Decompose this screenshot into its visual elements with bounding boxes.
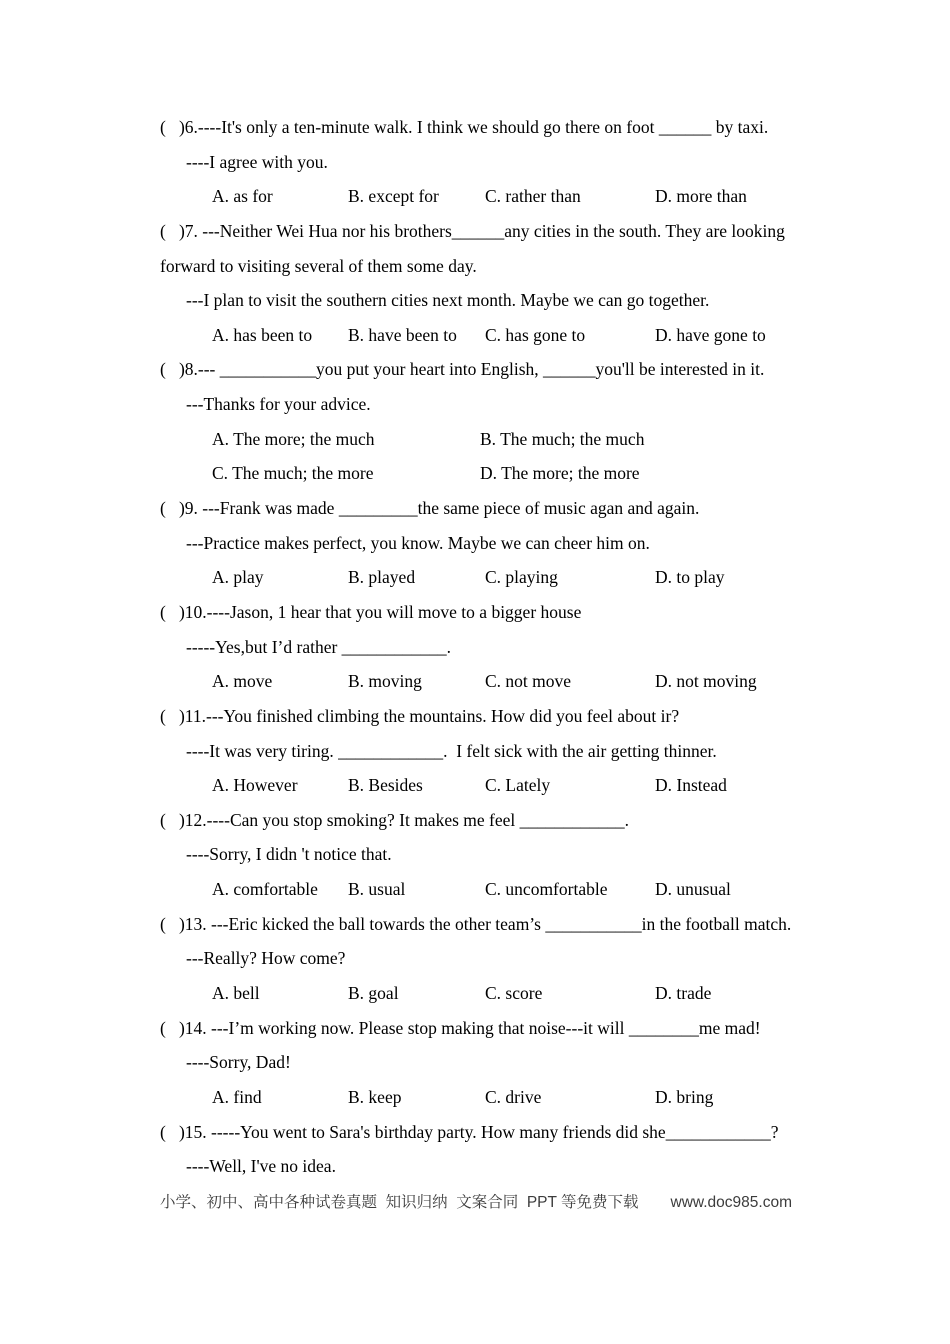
question-8-reply: ---Thanks for your advice. [186,394,371,415]
exam-content [160,110,808,1184]
question-11-reply: ----It was very tiring. ____________. I felt sick with the air getting thinner. [186,740,717,761]
question-14-stem: ( )14. ---I’m working now. Please stop making that noise---it will ________me mad! [160,1017,761,1038]
option-d: D. Instead [655,775,727,796]
question-7-options [160,318,808,353]
option-d: D. not moving [655,671,757,692]
page-footer [160,1190,792,1212]
option-b: B. usual [348,879,406,900]
option-c: C. The much; the more [212,463,374,484]
option-b: B. Besides [348,775,423,796]
option-d: D. unusual [655,879,731,900]
question-12-options [160,872,808,907]
option-d: D. more than [655,186,747,207]
question-14-options [160,1080,808,1115]
question-8-options-row-2 [160,456,808,491]
option-d: D. bring [655,1086,714,1107]
option-b: B. played [348,567,416,588]
option-c: C. rather than [485,186,581,207]
option-c: C. Lately [485,775,551,796]
option-c: C. score [485,983,543,1004]
option-d: D. trade [655,983,712,1004]
question-15 [160,1115,808,1184]
question-13-reply: ---Really? How come? [186,948,346,969]
option-c: C. playing [485,567,558,588]
question-6-reply: ----I agree with you. [186,151,328,172]
option-a: A. bell [212,983,260,1004]
question-9-options [160,560,808,595]
option-a: A. However [212,775,298,796]
question-10-reply: -----Yes,but I’d rather ____________. [186,636,452,657]
question-8-options-row-1 [160,422,808,457]
question-7 [160,214,808,353]
question-10 [160,595,808,699]
option-d: D. The more; the more [480,463,640,484]
option-c: C. has gone to [485,324,586,345]
option-a: A. as for [212,186,273,207]
question-11 [160,699,808,803]
question-10-options [160,664,808,699]
question-9-reply: ---Practice makes perfect, you know. Maybe we can cheer him on. [186,532,650,553]
question-14 [160,1011,808,1115]
option-b: B. keep [348,1086,402,1107]
option-c: C. not move [485,671,572,692]
footer-site-url: www.doc985.com [670,1194,792,1211]
option-a: A. has been to [212,324,313,345]
question-7-stem: ( )7. ---Neither Wei Hua nor his brothers______any cities in the south. They are looking [160,220,785,241]
question-15-stem: ( )15. -----You went to Sara's birthday party. How many friends did she____________? [160,1121,779,1142]
option-a: A. The more; the much [212,428,375,449]
option-b: B. moving [348,671,422,692]
question-13-stem: ( )13. ---Eric kicked the ball towards the other team’s ___________in the football match. [160,913,792,934]
question-9 [160,491,808,595]
option-a: A. find [212,1086,262,1107]
question-12 [160,803,808,907]
question-9-stem: ( )9. ---Frank was made _________the same piece of music agan and again. [160,498,700,519]
question-11-options [160,768,808,803]
option-b: B. have been to [348,324,457,345]
option-d: D. to play [655,567,725,588]
question-11-stem: ( )11.---You finished climbing the mountains. How did you feel about ir? [160,705,680,726]
question-10-stem: ( )10.----Jason, 1 hear that you will move to a bigger house [160,601,582,622]
question-12-stem: ( )12.----Can you stop smoking? It makes me feel ____________. [160,809,630,830]
question-13 [160,907,808,1011]
option-d: D. have gone to [655,324,766,345]
option-c: C. uncomfortable [485,879,608,900]
option-b: B. except for [348,186,439,207]
question-14-reply: ----Sorry, Dad! [186,1052,291,1073]
option-b: B. The much; the much [480,428,645,449]
option-a: A. comfortable [212,879,318,900]
question-8 [160,352,808,491]
footer-promo-text: 小学、初中、高中各种试卷真题 知识归纳 文案合同 PPT 等免费下载 [160,1194,639,1211]
option-c: C. drive [485,1086,542,1107]
option-a: A. move [212,671,273,692]
question-7-stem-continued: forward to visiting several of them some day. [160,255,477,276]
option-a: A. play [212,567,264,588]
option-b: B. goal [348,983,399,1004]
question-6 [160,110,808,214]
question-6-options [160,179,808,214]
question-15-reply: ----Well, I've no idea. [186,1156,336,1177]
question-6-stem: ( )6.----It's only a ten-minute walk. I think we should go there on foot ______ by taxi. [160,117,769,137]
question-13-options [160,976,808,1011]
question-12-reply: ----Sorry, I didn 't notice that. [186,844,392,865]
question-8-stem: ( )8.--- ___________you put your heart into English, ______you'll be interested in it. [160,359,765,380]
question-7-reply: ---I plan to visit the southern cities next month. Maybe we can go together. [186,290,710,311]
